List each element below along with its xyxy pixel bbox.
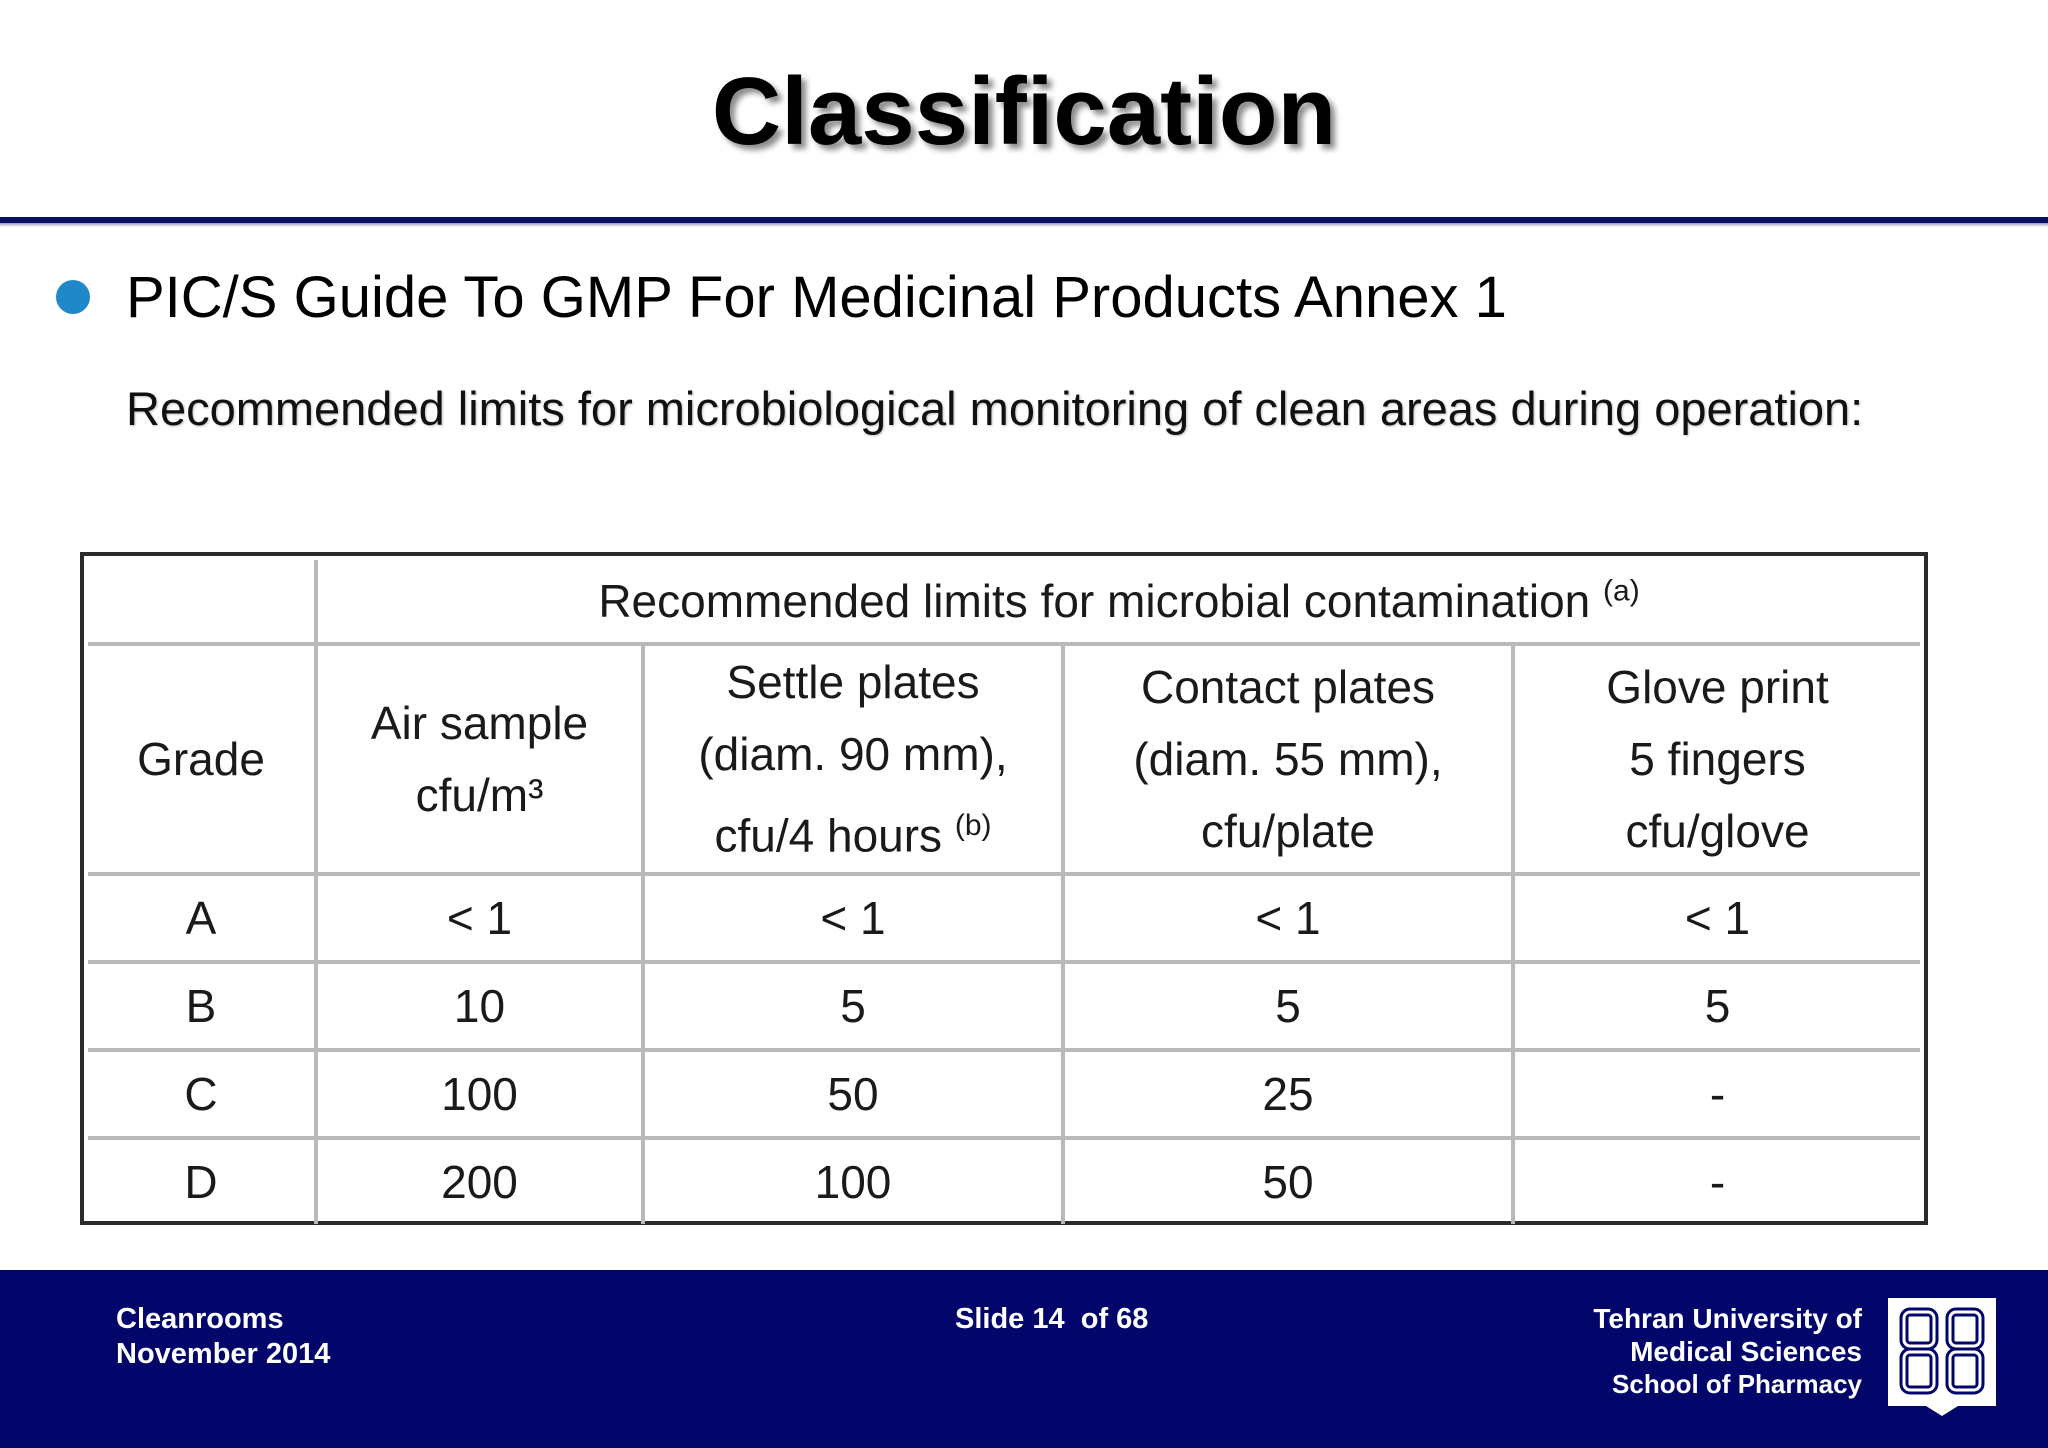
header-line: Glove print (1606, 661, 1829, 713)
university-logo-icon (1886, 1296, 1998, 1416)
settle-plates-cell: 100 (643, 1138, 1063, 1224)
air-sample-cell: 200 (316, 1138, 643, 1224)
header-line: Settle plates (726, 656, 980, 709)
air-sample-cell: 10 (316, 962, 643, 1050)
air-sample-cell: < 1 (316, 874, 643, 962)
header-line: (diam. 90 mm), (698, 728, 1008, 781)
column-header-air-sample (316, 644, 643, 874)
university-line-2: Medical Sciences (1630, 1336, 1862, 1367)
column-header-settle-plates (643, 644, 1063, 874)
slide-title: Classification (711, 58, 1337, 165)
table-super-header (316, 560, 1920, 644)
slide-counter: Slide 14 of 68 (955, 1303, 1149, 1335)
table-super-header-row (88, 560, 1920, 644)
table-row (88, 874, 1920, 962)
settle-plates-cell: 5 (643, 962, 1063, 1050)
super-header-footnote: (a) (1603, 574, 1640, 608)
title-divider-shadow (0, 223, 2048, 227)
footer-institution (1593, 1302, 1862, 1401)
header-line-with-note (645, 790, 1061, 871)
glove-print-cell: < 1 (1513, 874, 1920, 962)
grade-header-text: Grade (137, 733, 265, 785)
header-line: cfu/glove (1625, 805, 1810, 857)
bullet-item (56, 262, 1507, 332)
super-header-text: Recommended limits for microbial contamination (598, 575, 1591, 627)
contact-plates-cell: 25 (1063, 1050, 1513, 1138)
grade-cell: D (88, 1138, 316, 1224)
contact-plates-cell: 50 (1063, 1138, 1513, 1224)
header-line: 5 fingers (1629, 733, 1806, 785)
table-row (88, 1050, 1920, 1138)
contact-plates-cell: 5 (1063, 962, 1513, 1050)
slide-footer (0, 1270, 2048, 1448)
settle-plates-footnote: (b) (954, 809, 992, 843)
header-line: Contact plates (1140, 661, 1436, 713)
bullet-text: PIC/S Guide To GMP For Medicinal Products Annex 1 (126, 264, 1507, 330)
microbial-limits-table (88, 560, 1920, 1224)
grade-cell: A (88, 874, 316, 962)
table-row (88, 962, 1920, 1050)
grade-cell: C (88, 1050, 316, 1138)
school-name: School of Pharmacy (1612, 1369, 1862, 1399)
glove-print-cell: - (1513, 1050, 1920, 1138)
glove-print-cell: 5 (1513, 962, 1920, 1050)
table-row (88, 1138, 1920, 1224)
header-line: cfu/4 hours (714, 809, 943, 862)
table-column-header-row (88, 644, 1920, 874)
footer-course-info (116, 1302, 330, 1372)
column-header-glove-print (1513, 644, 1920, 874)
table-corner-cell (88, 560, 316, 644)
bullet-dot-icon (56, 280, 90, 314)
header-line: (diam. 55 mm), (1133, 733, 1443, 785)
intro-paragraph: Recommended limits for microbiological monitoring of clean areas during operation: (126, 382, 1864, 435)
grade-cell: B (88, 962, 316, 1050)
contact-plates-cell: < 1 (1063, 874, 1513, 962)
air-sample-cell: 100 (316, 1050, 643, 1138)
footer-date: November 2014 (116, 1338, 331, 1370)
header-line: cfu/m³ (415, 769, 544, 821)
settle-plates-cell: 50 (643, 1050, 1063, 1138)
column-header-contact-plates (1063, 644, 1513, 874)
settle-plates-cell: < 1 (643, 874, 1063, 962)
header-line: Air sample (370, 697, 589, 749)
header-line: cfu/plate (1201, 805, 1375, 857)
university-line-1: Tehran University of (1593, 1303, 1862, 1334)
limits-table-frame (80, 552, 1928, 1225)
column-header-grade (88, 644, 316, 874)
footer-course: Cleanrooms (116, 1303, 284, 1335)
glove-print-cell: - (1513, 1138, 1920, 1224)
